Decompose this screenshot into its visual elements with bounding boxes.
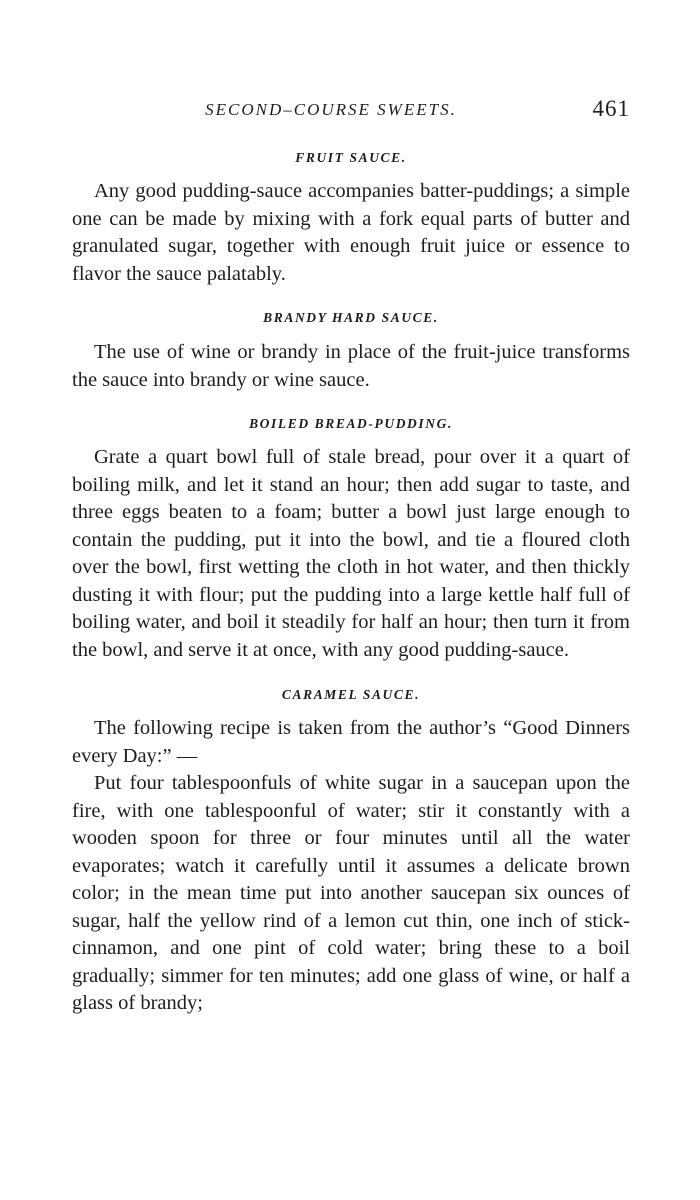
paragraph-boiled-bread-pudding: Grate a quart bowl full of stale bread, pour over it a quart of boiling milk, and let it stand an hour; then add sugar to taste, and three eggs beaten to a foam; butter a bowl just large enough to contain the pudding, put it into the bowl, and tie a floured cloth over the bowl, first wetting the cloth in hot water, and then thickly dusting it with flour; put the pudding into a large kettle half full of boiling water, and boil it steadily for half an hour; then turn it from the bowl, and serve it at once, with any good pudding-sauce. bbox=[72, 446, 630, 661]
section-heading-fruit-sauce: FRUIT SAUCE. bbox=[295, 150, 407, 165]
section-heading-caramel-sauce: CARAMEL SAUCE. bbox=[281, 687, 421, 702]
running-title: SECOND–COURSE SWEETS. bbox=[205, 100, 457, 119]
paragraph-caramel-intro: The following recipe is taken from the author’s “Good Dinners every Day:” — bbox=[72, 717, 630, 767]
paragraph-brandy-hard-sauce: The use of wine or brandy in place of the fruit-juice transforms the sauce into brandy or wine sauce. bbox=[72, 341, 630, 391]
paragraph-fruit-sauce: Any good pudding-sauce accompanies batter-puddings; a simple one can be made by mixing with a fork equal parts of butter and granulated sugar, together with enough fruit juice or essence to flavor the sauce palatably. bbox=[72, 180, 630, 285]
section-heading-boiled-bread-pudding: BOILED BREAD-PUDDING. bbox=[249, 416, 453, 431]
running-head bbox=[72, 96, 630, 128]
book-page bbox=[72, 96, 630, 1018]
section-heading-brandy-hard-sauce: BRANDY HARD SAUCE. bbox=[263, 310, 439, 325]
paragraph-caramel-recipe: Put four tablespoonfuls of white sugar in a saucepan upon the fire, with one tablespoonful of water; stir it constantly with a wooden spoon for three or four minutes until all the water evaporates; watch it carefully until it assumes a delicate brown color; in the mean time put into another saucepan six ounces of sugar, half the yellow rind of a lemon cut thin, one inch of stick-cinnamon, and one pint of cold water; bring these to a boil gradually; simmer for ten minutes; add one glass of wine, or half a glass of brandy; bbox=[72, 772, 630, 1014]
page-number: 461 bbox=[592, 96, 630, 121]
